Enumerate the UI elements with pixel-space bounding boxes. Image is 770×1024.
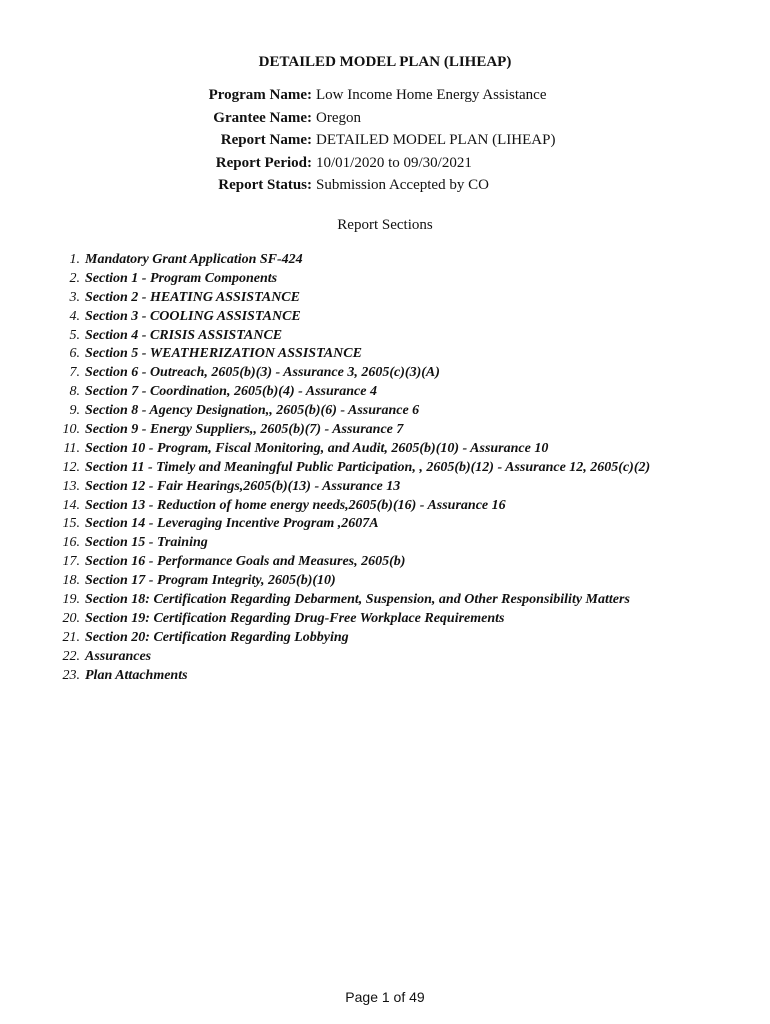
section-number: 16.: [62, 535, 80, 551]
section-link[interactable]: Section 11 - Timely and Meaningful Public Participation, , 2605(b)(12) - Assurance 12, 2605(c)(2): [85, 459, 651, 475]
section-item[interactable]: [0, 497, 770, 516]
section-item[interactable]: [0, 421, 770, 440]
section-item[interactable]: [0, 648, 770, 667]
section-item[interactable]: [0, 534, 770, 553]
section-number: 23.: [62, 667, 80, 683]
section-link[interactable]: Section 13 - Reduction of home energy needs,2605(b)(16) - Assurance 16: [85, 497, 506, 513]
report-name-label: Report Name:: [220, 132, 312, 148]
section-link[interactable]: Section 8 - Agency Designation,, 2605(b)(6) - Assurance 6: [85, 403, 420, 419]
section-number: 5.: [69, 327, 80, 343]
section-number: 11.: [63, 440, 80, 456]
report-metadata: [0, 84, 770, 197]
section-item[interactable]: [0, 572, 770, 591]
section-item[interactable]: [0, 591, 770, 610]
section-link[interactable]: Section 15 - Training: [85, 535, 208, 551]
section-number: 4.: [69, 308, 80, 324]
section-link[interactable]: Section 1 - Program Components: [85, 270, 278, 286]
report-status-value: Submission Accepted by CO: [316, 177, 489, 193]
report-sections-list: [0, 251, 770, 685]
page-number-footer: Page 1 of 49: [345, 989, 425, 1005]
section-link[interactable]: Section 3 - COOLING ASSISTANCE: [85, 308, 301, 324]
section-link[interactable]: Section 19: Certification Regarding Drug-Free Workplace Requirements: [85, 610, 505, 626]
section-number: 19.: [62, 592, 80, 608]
section-link[interactable]: Section 12 - Fair Hearings,2605(b)(13) - Assurance 13: [85, 478, 401, 494]
report-name-row: [0, 129, 770, 152]
section-number: 14.: [62, 497, 80, 513]
section-item[interactable]: [0, 667, 770, 686]
section-number: 9.: [69, 403, 80, 419]
section-item[interactable]: [0, 327, 770, 346]
report-period-label: Report Period:: [215, 154, 312, 171]
section-item[interactable]: [0, 345, 770, 364]
section-link[interactable]: Section 14 - Leveraging Incentive Program ,2607A: [85, 516, 379, 532]
section-item[interactable]: [0, 610, 770, 629]
section-link[interactable]: Section 5 - WEATHERIZATION ASSISTANCE: [85, 346, 362, 362]
section-number: 6.: [69, 346, 80, 362]
report-status-row: [0, 174, 770, 197]
section-link[interactable]: Section 2 - HEATING ASSISTANCE: [85, 289, 300, 305]
section-number: 15.: [62, 516, 80, 532]
section-link[interactable]: Mandatory Grant Application SF-424: [85, 252, 303, 267]
program-name-row: [0, 84, 770, 107]
section-number: 12.: [62, 459, 80, 475]
section-item[interactable]: [0, 515, 770, 534]
section-link[interactable]: Section 18: Certification Regarding Debarment, Suspension, and Other Responsibility Matters: [85, 592, 630, 608]
program-name-value: Low Income Home Energy Assistance: [316, 87, 547, 103]
section-item[interactable]: [0, 629, 770, 648]
report-name-value: DETAILED MODEL PLAN (LIHEAP): [316, 132, 556, 148]
section-item[interactable]: [0, 478, 770, 497]
report-status-label: Report Status:: [218, 177, 312, 193]
section-number: 2.: [69, 270, 80, 286]
grantee-name-label: Grantee Name:: [213, 109, 312, 126]
section-item[interactable]: [0, 402, 770, 421]
program-name-label: Program Name:: [208, 87, 312, 103]
section-link[interactable]: Section 9 - Energy Suppliers,, 2605(b)(7) - Assurance 7: [85, 422, 404, 438]
section-item[interactable]: [0, 364, 770, 383]
section-number: 7.: [69, 365, 80, 381]
section-number: 20.: [62, 610, 80, 626]
section-item[interactable]: [0, 270, 770, 289]
report-sections-heading: Report Sections: [337, 217, 433, 233]
report-period-value: 10/01/2020 to 09/30/2021: [316, 154, 472, 171]
section-link[interactable]: Plan Attachments: [85, 667, 188, 683]
section-item[interactable]: [0, 251, 770, 270]
section-item[interactable]: [0, 308, 770, 327]
section-link[interactable]: Section 20: Certification Regarding Lobbying: [85, 629, 349, 645]
section-item[interactable]: [0, 459, 770, 478]
section-link[interactable]: Assurances: [85, 648, 152, 664]
section-item[interactable]: [0, 289, 770, 308]
section-item[interactable]: [0, 553, 770, 572]
section-link[interactable]: Section 6 - Outreach, 2605(b)(3) - Assurance 3, 2605(c)(3)(A): [85, 365, 440, 381]
section-link[interactable]: Section 10 - Program, Fiscal Monitoring, and Audit, 2605(b)(10) - Assurance 10: [85, 440, 549, 456]
section-number: 13.: [62, 478, 80, 494]
section-number: 10.: [62, 422, 80, 438]
section-number: 1.: [69, 252, 80, 267]
section-item[interactable]: [0, 440, 770, 459]
section-number: 18.: [62, 573, 80, 589]
section-link[interactable]: Section 16 - Performance Goals and Measures, 2605(b): [85, 554, 406, 570]
grantee-name-value: Oregon: [316, 109, 361, 126]
section-link[interactable]: Section 7 - Coordination, 2605(b)(4) - Assurance 4: [85, 384, 377, 400]
section-item[interactable]: [0, 383, 770, 402]
section-number: 3.: [69, 289, 80, 305]
grantee-name-row: [0, 107, 770, 130]
section-number: 21.: [62, 629, 80, 645]
section-number: 22.: [62, 648, 80, 664]
section-number: 8.: [69, 384, 80, 400]
document-title: DETAILED MODEL PLAN (LIHEAP): [258, 54, 512, 70]
section-link[interactable]: Section 4 - CRISIS ASSISTANCE: [85, 327, 283, 343]
report-period-row: [0, 152, 770, 175]
section-link[interactable]: Section 17 - Program Integrity, 2605(b)(10): [85, 573, 336, 589]
section-number: 17.: [62, 554, 80, 570]
